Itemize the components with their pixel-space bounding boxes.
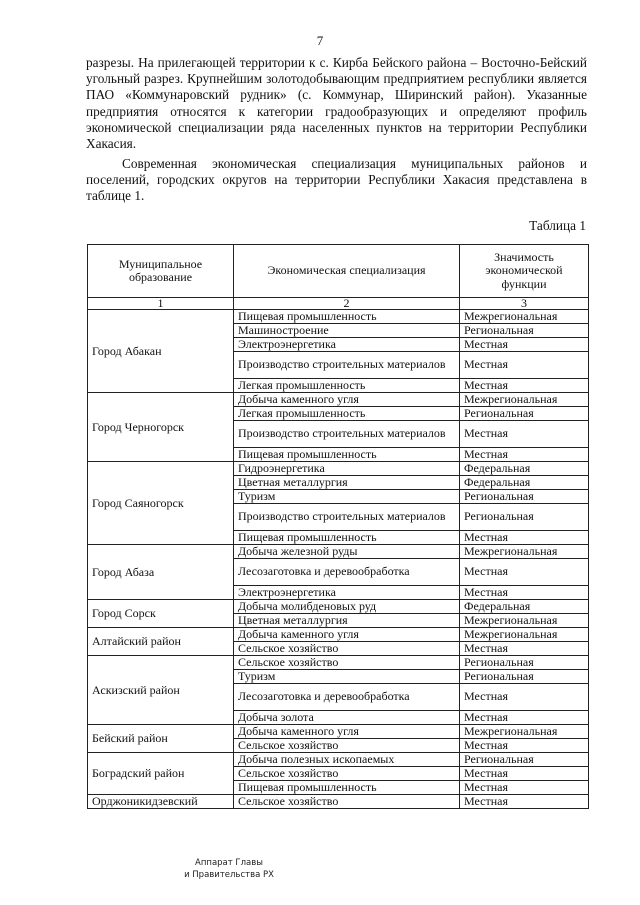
significance-cell: Местная — [460, 531, 589, 545]
significance-cell: Федеральная — [460, 600, 589, 614]
specialization-cell: Производство строительных материалов — [234, 352, 460, 379]
specialization-cell: Добыча железной руды — [234, 545, 460, 559]
specialization-cell: Сельское хозяйство — [234, 656, 460, 670]
significance-cell: Местная — [460, 352, 589, 379]
significance-cell: Региональная — [460, 490, 589, 504]
specialization-cell: Цветная металлургия — [234, 476, 460, 490]
table-row — [88, 545, 589, 559]
specialization-cell: Лесозаготовка и деревообработка — [234, 559, 460, 586]
column-number: 2 — [234, 298, 460, 310]
specialization-cell: Сельское хозяйство — [234, 795, 460, 809]
column-number: 3 — [460, 298, 589, 310]
significance-cell: Местная — [460, 559, 589, 586]
table-caption: Таблица 1 — [529, 218, 586, 233]
specialization-cell: Производство строительных материалов — [234, 504, 460, 531]
body-paragraph: Современная экономическая специализация муниципальных районов и поселений, городских округов на территории Республики Хакасия представлена в таблице 1. — [86, 156, 587, 204]
specialization-cell: Сельское хозяйство — [234, 739, 460, 753]
specialization-cell: Машиностроение — [234, 324, 460, 338]
significance-cell: Межрегиональная — [460, 310, 589, 324]
specialization-cell: Добыча каменного угля — [234, 393, 460, 407]
specialization-cell: Электроэнергетика — [234, 338, 460, 352]
significance-cell: Межрегиональная — [460, 725, 589, 739]
significance-cell: Региональная — [460, 324, 589, 338]
specialization-cell: Лесозаготовка и деревообработка — [234, 684, 460, 711]
table-row — [88, 462, 589, 476]
municipality-cell: Город Сорск — [88, 600, 234, 628]
significance-cell: Региональная — [460, 670, 589, 684]
specialization-cell: Сельское хозяйство — [234, 767, 460, 781]
significance-cell: Межрегиональная — [460, 393, 589, 407]
significance-cell: Местная — [460, 448, 589, 462]
specialization-cell: Производство строительных материалов — [234, 421, 460, 448]
municipality-cell: Аскизский район — [88, 656, 234, 725]
table-row — [88, 725, 589, 739]
municipality-cell: Боградский район — [88, 753, 234, 795]
specialization-cell: Пищевая промышленность — [234, 531, 460, 545]
municipality-cell: Город Абакан — [88, 310, 234, 393]
specialization-cell: Цветная металлургия — [234, 614, 460, 628]
significance-cell: Межрегиональная — [460, 545, 589, 559]
body-paragraph: разрезы. На прилегающей территории к с. Кирба Бейского района – Восточно-Бейский угольный разрез. Крупнейшим золотодобывающим предприятием республики является ПАО «Коммунаровский рудник» (с. Коммунар, Ширинский район). Указанные предприятия относятся к категории градообразующих и определяют профиль экономической специализации ряда населенных пунктов на территории Республики Хакасия. — [86, 55, 587, 152]
specialization-cell: Пищевая промышленность — [234, 310, 460, 324]
specialization-cell: Добыча молибденовых руд — [234, 600, 460, 614]
table-body — [88, 310, 589, 809]
significance-cell: Региональная — [460, 656, 589, 670]
significance-cell: Межрегиональная — [460, 628, 589, 642]
specialization-cell: Легкая промышленность — [234, 379, 460, 393]
municipality-cell: Город Черногорск — [88, 393, 234, 462]
significance-cell: Региональная — [460, 407, 589, 421]
specialization-cell: Туризм — [234, 670, 460, 684]
municipality-cell: Орджоникидзевский — [88, 795, 234, 809]
municipality-cell: Бейский район — [88, 725, 234, 753]
stamp — [174, 857, 284, 881]
significance-cell: Местная — [460, 767, 589, 781]
significance-cell: Местная — [460, 379, 589, 393]
specialization-cell: Электроэнергетика — [234, 586, 460, 600]
municipality-cell: Алтайский район — [88, 628, 234, 656]
table-row — [88, 628, 589, 642]
municipality-cell: Город Абаза — [88, 545, 234, 600]
table-row — [88, 656, 589, 670]
page-number: 7 — [316, 33, 324, 48]
table-row — [88, 795, 589, 809]
significance-cell: Местная — [460, 421, 589, 448]
significance-cell: Федеральная — [460, 462, 589, 476]
specialization-cell: Туризм — [234, 490, 460, 504]
specialization-cell: Добыча каменного угля — [234, 725, 460, 739]
column-header: Муниципальное образование — [88, 245, 234, 298]
specialization-cell: Гидроэнергетика — [234, 462, 460, 476]
specialization-cell: Добыча полезных ископаемых — [234, 753, 460, 767]
table-row — [88, 753, 589, 767]
specialization-cell: Пищевая промышленность — [234, 781, 460, 795]
significance-cell: Местная — [460, 781, 589, 795]
specialization-table — [87, 244, 589, 809]
significance-cell: Местная — [460, 739, 589, 753]
significance-cell: Местная — [460, 684, 589, 711]
significance-cell: Федеральная — [460, 476, 589, 490]
specialization-cell: Добыча золота — [234, 711, 460, 725]
significance-cell: Местная — [460, 642, 589, 656]
stamp-line: Аппарат Главы — [195, 858, 263, 868]
specialization-cell: Добыча каменного угля — [234, 628, 460, 642]
significance-cell: Региональная — [460, 753, 589, 767]
significance-cell: Местная — [460, 711, 589, 725]
stamp-line: и Правительства РХ — [184, 870, 274, 880]
significance-cell: Местная — [460, 795, 589, 809]
table-row — [88, 310, 589, 324]
significance-cell: Местная — [460, 338, 589, 352]
column-header: Экономическая специализация — [234, 245, 460, 298]
specialization-cell: Пищевая промышленность — [234, 448, 460, 462]
specialization-cell: Легкая промышленность — [234, 407, 460, 421]
significance-cell: Местная — [460, 586, 589, 600]
column-header: Значимость экономической функции — [460, 245, 589, 298]
table-row — [88, 393, 589, 407]
table-row — [88, 600, 589, 614]
municipality-cell: Город Саяногорск — [88, 462, 234, 545]
specialization-cell: Сельское хозяйство — [234, 642, 460, 656]
column-number: 1 — [88, 298, 234, 310]
significance-cell: Региональная — [460, 504, 589, 531]
significance-cell: Межрегиональная — [460, 614, 589, 628]
